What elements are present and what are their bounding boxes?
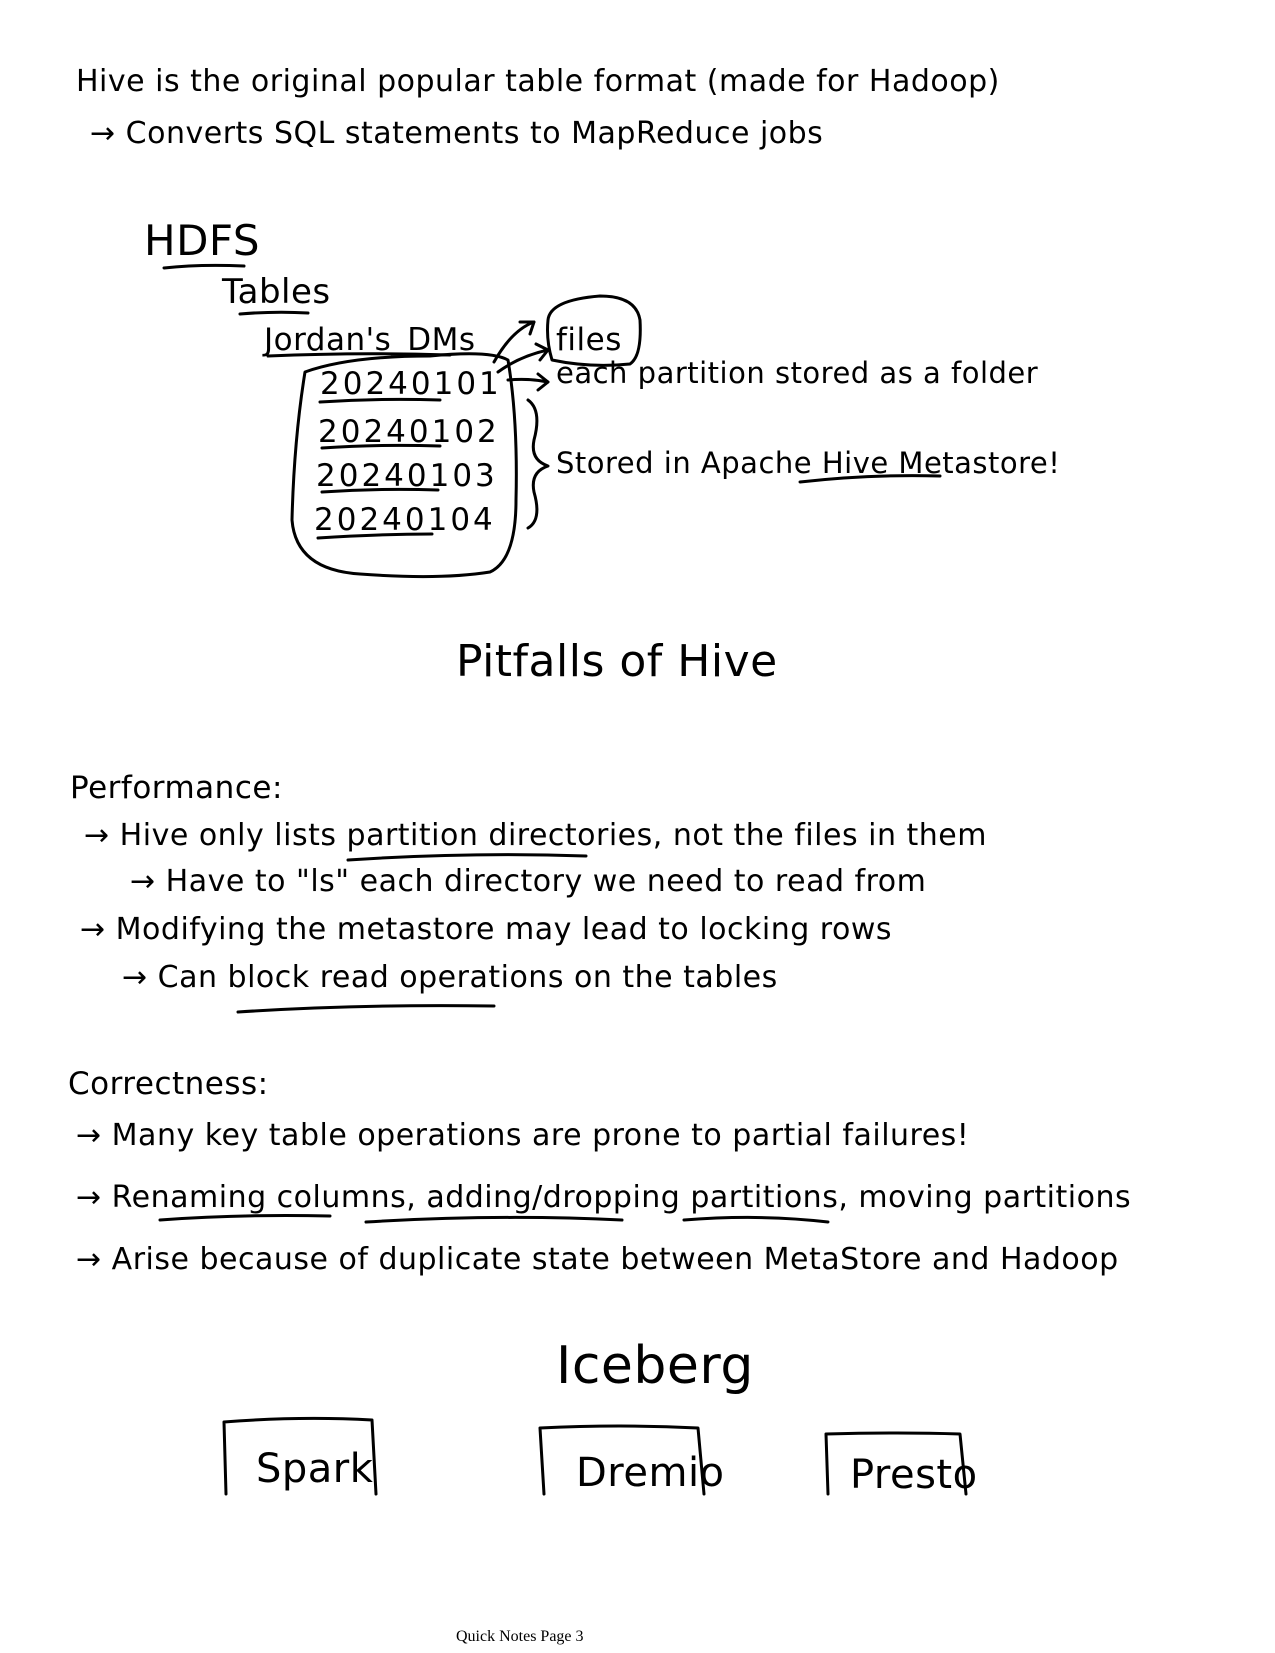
partition-folder-note: each partition stored as a folder	[556, 356, 1039, 390]
performance-item: → Have to "ls" each directory we need to read from	[130, 864, 927, 899]
intro-line-2: → Converts SQL statements to MapReduce jobs	[90, 116, 824, 151]
arrow-head	[520, 322, 534, 334]
partition-directories-underline	[348, 855, 586, 860]
arrow-partition-note	[508, 379, 548, 382]
arrow-head	[538, 374, 548, 390]
files-label: files	[556, 322, 622, 358]
arrow-head	[536, 344, 548, 360]
hdfs-label: HDFS	[144, 216, 261, 265]
partition-item: 20240102	[318, 414, 500, 450]
performance-item: → Hive only lists partition directories, not the files in them	[84, 818, 987, 853]
renaming-columns-underline	[160, 1216, 330, 1221]
correctness-heading: Correctness:	[68, 1066, 269, 1102]
performance-item: → Modifying the metastore may lead to locking rows	[80, 912, 893, 947]
moving-partitions-underline	[684, 1217, 828, 1222]
iceberg-title: Iceberg	[556, 1336, 754, 1396]
table-name-label: Jordan's_DMs	[264, 322, 476, 358]
correctness-item: → Renaming columns, adding/dropping partitions, moving partitions	[76, 1180, 1132, 1215]
engine-box-dremio: Dremio	[576, 1450, 725, 1496]
performance-heading: Performance:	[70, 770, 283, 806]
correctness-item: → Many key table operations are prone to partial failures!	[76, 1118, 970, 1153]
partition-item: 20240104	[314, 502, 496, 538]
tables-label: Tables	[222, 272, 331, 312]
metastore-note: Stored in Apache Hive Metastore!	[556, 446, 1061, 480]
engine-box-spark: Spark	[256, 1446, 374, 1492]
performance-item: → Can block read operations on the tables	[122, 960, 778, 995]
pitfalls-title: Pitfalls of Hive	[456, 636, 778, 687]
arrow-to-files-1	[494, 322, 534, 362]
curly-brace	[528, 400, 548, 528]
hdfs-underline	[164, 265, 244, 268]
block-read-underline	[238, 1006, 494, 1012]
adding-dropping-underline	[366, 1217, 622, 1222]
tables-underline	[240, 312, 308, 314]
correctness-item: → Arise because of duplicate state between MetaStore and Hadoop	[76, 1242, 1119, 1277]
page-footer: Quick Notes Page 3	[456, 1628, 584, 1645]
arrow-to-files-2	[498, 350, 548, 372]
intro-line-1: Hive is the original popular table format (made for Hadoop)	[76, 64, 1000, 99]
engine-box-presto: Presto	[850, 1452, 978, 1498]
partition-item: 20240101	[320, 366, 502, 402]
partition-item: 20240103	[316, 458, 498, 494]
